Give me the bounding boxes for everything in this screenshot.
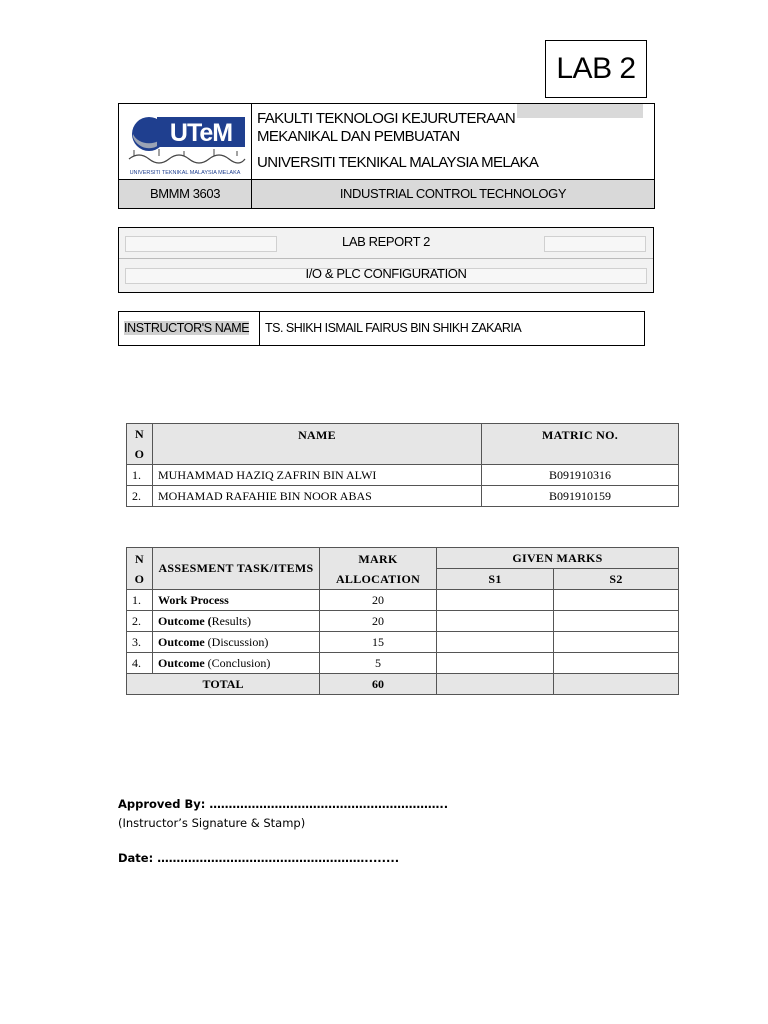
total-label: TOTAL (127, 674, 320, 695)
matric-no: B091910159 (482, 486, 679, 507)
s1-total-cell[interactable] (437, 674, 554, 695)
mark-cell: 20 (320, 590, 437, 611)
lab-number-box: LAB 2 (545, 40, 647, 98)
header-table (118, 103, 655, 209)
s2-cell[interactable] (554, 653, 679, 674)
marks-table (126, 547, 679, 695)
row-no: 2. (127, 611, 153, 632)
table-row (127, 486, 679, 507)
report-title-box (118, 227, 654, 293)
task-rest: (Conclusion) (204, 655, 271, 670)
table-row (127, 590, 679, 611)
task-bold: Outcome (158, 655, 205, 670)
task-cell (153, 590, 320, 611)
date-line: Date: ………………………………………………........ (118, 851, 400, 865)
s2-cell[interactable] (554, 632, 679, 653)
task-cell (153, 611, 320, 632)
task-cell (153, 632, 320, 653)
s1-cell[interactable] (437, 590, 554, 611)
marks-header-row-1 (127, 548, 679, 569)
course-code: BMMM 3603 (119, 180, 252, 208)
mark-cell: 5 (320, 653, 437, 674)
instructor-box (118, 311, 645, 346)
task-bold: Outcome (158, 634, 205, 649)
mark-header-b: ALLOCATION (335, 571, 421, 586)
course-name: INDUSTRIAL CONTROL TECHNOLOGY (339, 186, 567, 201)
given-marks-header: GIVEN MARKS (437, 548, 679, 569)
task-rest: (Discussion) (204, 634, 269, 649)
course-row (119, 179, 654, 208)
no-header-b: O (134, 571, 145, 586)
table-row (127, 611, 679, 632)
row-no: 2. (127, 486, 153, 507)
logo-caption: UNIVERSITI TEKNIKAL MALAYSIA MELAKA (129, 170, 241, 176)
task-bold: Outcome ( (158, 613, 212, 628)
students-header-row (127, 424, 679, 465)
no-header (127, 424, 153, 465)
matric-header: MATRIC NO. (482, 424, 679, 465)
s2-cell[interactable] (554, 590, 679, 611)
task-bold: Work Process (158, 592, 229, 607)
instructor-label: INSTRUCTOR'S NAME (124, 321, 250, 335)
total-row (127, 674, 679, 695)
table-row (127, 653, 679, 674)
table-row (127, 465, 679, 486)
university-name: UNIVERSITI TEKNIKAL MALAYSIA MELAKA (257, 154, 539, 171)
instructor-name: TS. SHIKH ISMAIL FAIRUS BIN SHIKH ZAKARIA (265, 321, 522, 335)
signature-note: (Instructor’s Signature & Stamp) (118, 816, 306, 830)
logo-wordmark: UTeM (169, 119, 233, 147)
instructor-label-cell (119, 312, 260, 345)
matric-no: B091910316 (482, 465, 679, 486)
mark-cell: 15 (320, 632, 437, 653)
logo-cell (119, 104, 252, 179)
mark-cell: 20 (320, 611, 437, 632)
table-row (127, 632, 679, 653)
student-name: MOHAMAD RAFAHIE BIN NOOR ABAS (153, 486, 482, 507)
approved-by-line: Approved By: …………………………………………………….. (118, 797, 449, 811)
faculty-line-2: MEKANIKAL DAN PEMBUATAN (257, 128, 460, 145)
total-value: 60 (320, 674, 437, 695)
row-no: 1. (127, 465, 153, 486)
mark-header-a: MARK (358, 551, 398, 566)
task-cell (153, 653, 320, 674)
students-table (126, 423, 679, 507)
row-no: 3. (127, 632, 153, 653)
task-header: ASSESMENT TASK/ITEMS (153, 548, 320, 590)
s1-header: S1 (437, 569, 554, 590)
no-header-a: N (135, 551, 144, 566)
faculty-title-cell (252, 104, 654, 179)
student-name: MUHAMMAD HAZIQ ZAFRIN BIN ALWI (153, 465, 482, 486)
utem-logo (119, 104, 251, 179)
report-title: LAB REPORT 2 (119, 228, 653, 259)
name-header: NAME (153, 424, 482, 465)
s1-cell[interactable] (437, 632, 554, 653)
s2-cell[interactable] (554, 611, 679, 632)
s2-header: S2 (554, 569, 679, 590)
s1-cell[interactable] (437, 611, 554, 632)
task-rest: Results) (211, 613, 251, 628)
row-no: 4. (127, 653, 153, 674)
faculty-line-1: FAKULTI TEKNOLOGI KEJURUTERAAN (257, 110, 516, 127)
no-header (127, 548, 153, 590)
mark-allocation-header (320, 548, 437, 590)
no-header-b: O (134, 447, 145, 461)
no-header-a: N (135, 427, 144, 441)
report-subtitle: I/O & PLC CONFIGURATION (305, 266, 467, 281)
s1-cell[interactable] (437, 653, 554, 674)
row-no: 1. (127, 590, 153, 611)
s2-total-cell[interactable] (554, 674, 679, 695)
